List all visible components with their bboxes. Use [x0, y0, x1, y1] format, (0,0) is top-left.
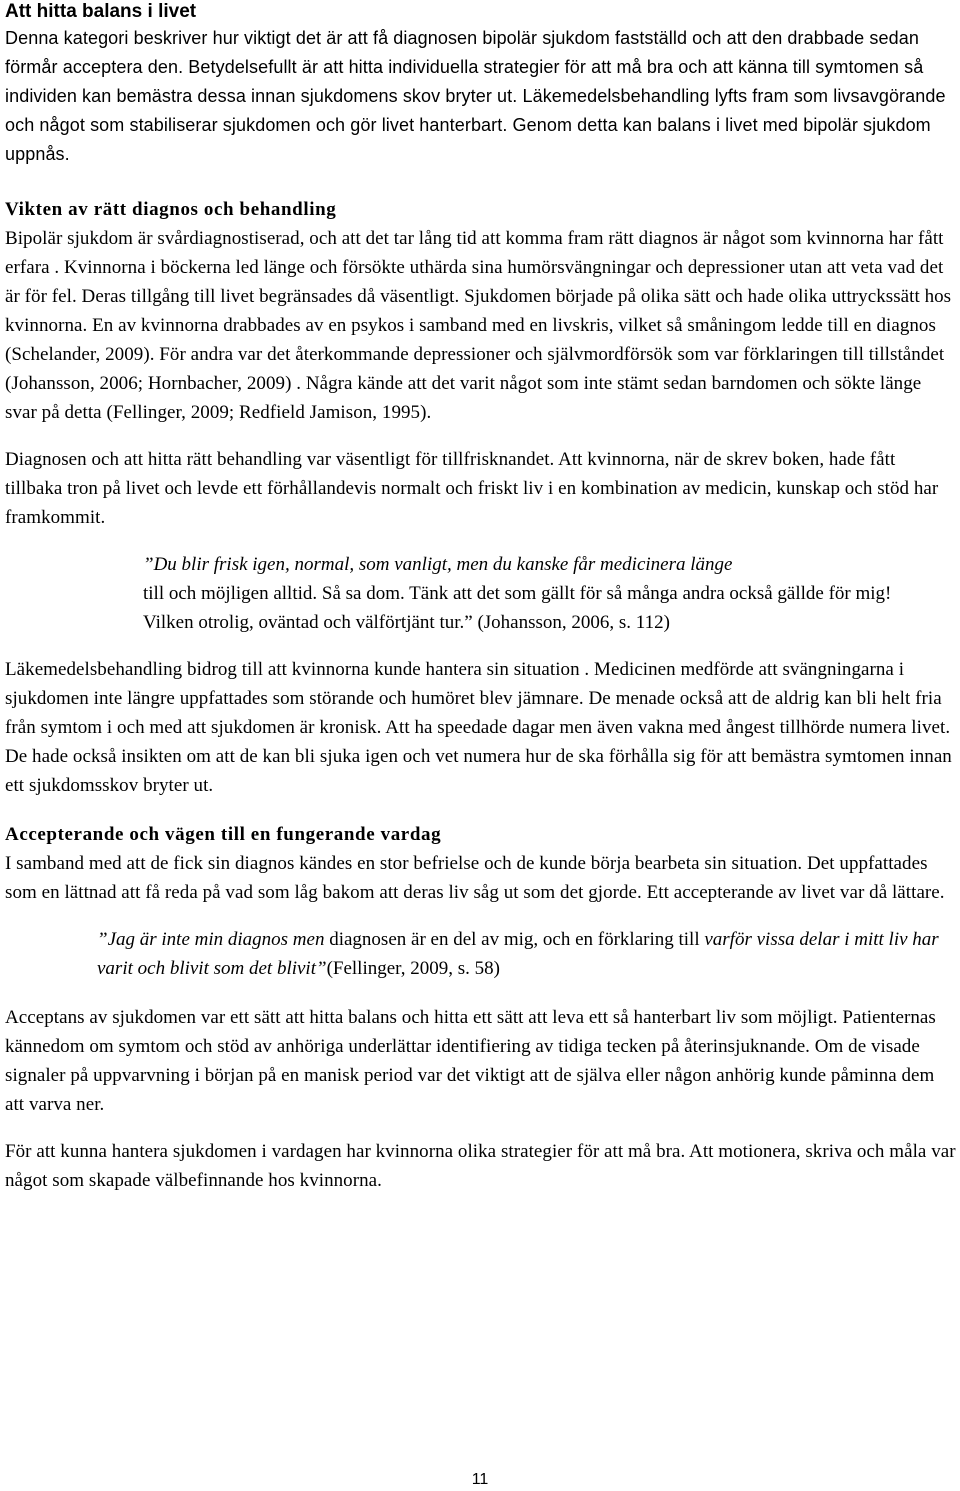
- quote-italic-part: ”Du blir frisk igen, normal, som vanligt, men du kanske får medicinera länge: [143, 554, 733, 575]
- quote-italic-open: ”Jag är inte min diagnos men: [97, 929, 325, 950]
- paragraph-medication: Läkemedelsbehandling bidrog till att kvinnorna kunde hantera sin situation . Medicinen medförde att svängningarna i sjukdomen inte längre uppfattades som störande och humöret blev jämnare. De menade också att de aldrig kan bli helt fria från symtom i och med att sjukdomen är kronisk. Att ha speedade dagar men även vakna med ångest tillhörde numera livet. De hade också insikten om att de kan bli sjuka igen och vet numera hur de ska förhålla sig för att bemästra symtomen innan ett sjukdomsskov bryter ut.: [5, 659, 952, 796]
- page-number: 11: [471, 1471, 489, 1488]
- quote-plain-middle: diagnosen är en del av mig, och en förklaring till: [324, 929, 705, 950]
- quote-citation: (Fellinger, 2009, s. 58): [326, 958, 500, 979]
- paragraph-diagnosis: Bipolär sjukdom är svårdiagnostiserad, och att det tar lång tid att komma fram rätt diagnos är något som kvinnorna har fått erfara . Kvinnorna i böckerna led länge och försökte uthärda sina humörsvängningar och depressioner utan att veta vad det är för fel. Deras tillgång till livet begränsades då väsentligt. Sjukdomen började på olika sätt och hade olika uttryckssätt hos kvinnorna. En av kvinnorna drabbades av en psykos i samband med en livskris, vilket så småningom ledde till en diagnos (Schelander, 2009). För andra var det återkommande depressioner och självmordförsök som var förklaringen till tillståndet (Johansson, 2006; Hornbacher, 2009) . Några kände att det varit något som inte stämt sedan barndomen och sökte länge svar på detta (Fellinger, 2009; Redfield Jamison, 1995).: [5, 228, 952, 423]
- paragraph-strategies: För att kunna hantera sjukdomen i vardagen har kvinnorna olika strategier för att må bra. Att motionera, skriva och måla var något som skapade välbefinnande hos kvinnorna.: [5, 1141, 956, 1191]
- intro-paragraph: Denna kategori beskriver hur viktigt det är att få diagnosen bipolär sjukdom fastställd och att den drabbade sedan förmår acceptera den. Betydelsefullt är att hitta individuella strategier för att må bra och att känna till symtomen så individen kan bemästra dessa innan sjukdomens skov bryter ut. Läkemedelsbehandling lyfts fram som livsavgörande och något som stabiliserar sjukdomen och gör livet hanterbart. Genom detta kan balans i livet med bipolär sjukdom uppnås.: [5, 28, 946, 164]
- paragraph-treatment: Diagnosen och att hitta rätt behandling var väsentligt för tillfrisknandet. Att kvinnorna, när de skrev boken, hade fått tillbaka tron på livet och levde ett förhållandevis normalt och friskt liv i en kombination av medicin, kunskap och stöd har framkommit.: [5, 449, 939, 528]
- quote-italic-close: varför vissa delar i mitt liv har varit och blivit som det blivit”: [97, 929, 939, 979]
- paragraph-acceptance: Acceptans av sjukdomen var ett sätt att hitta balans och hitta ett sätt att leva ett så hanterbart liv som möjligt. Patienternas kännedom om symtom och stöd av anhöriga underlättar identifiering av tidiga tecken på återinsjuknande. Om de visade signaler på uppvarvning i början på en manisk period var det viktigt att de själva eller någon anhörig kunde påminna dem att varva ner.: [5, 1007, 936, 1115]
- section-heading: Att hitta balans i livet: [5, 1, 197, 22]
- subsection-heading-acceptance: Accepterande och vägen till en fungerande vardag: [5, 824, 442, 845]
- document-page: [5, 0, 957, 1213]
- block-quote-fellinger: [97, 925, 957, 983]
- quote-plain-part: till och möjligen alltid. Så sa dom. Tänk att det som gällt för så många andra också gällde för mig! Vilken otrolig, oväntad och välförtjänt tur.” (Johansson, 2006, s. 112): [143, 583, 892, 633]
- paragraph-relief: I samband med att de fick sin diagnos kändes en stor befrielse och de kunde börja bearbeta sin situation. Det uppfattades som en lättnad att få reda på vad som låg bakom att deras liv såg ut som det gjorde. Ett accepterande av livet var då lättare.: [5, 853, 945, 903]
- subsection-heading-diagnosis: Vikten av rätt diagnos och behandling: [5, 199, 337, 220]
- block-quote-johansson: [143, 550, 943, 637]
